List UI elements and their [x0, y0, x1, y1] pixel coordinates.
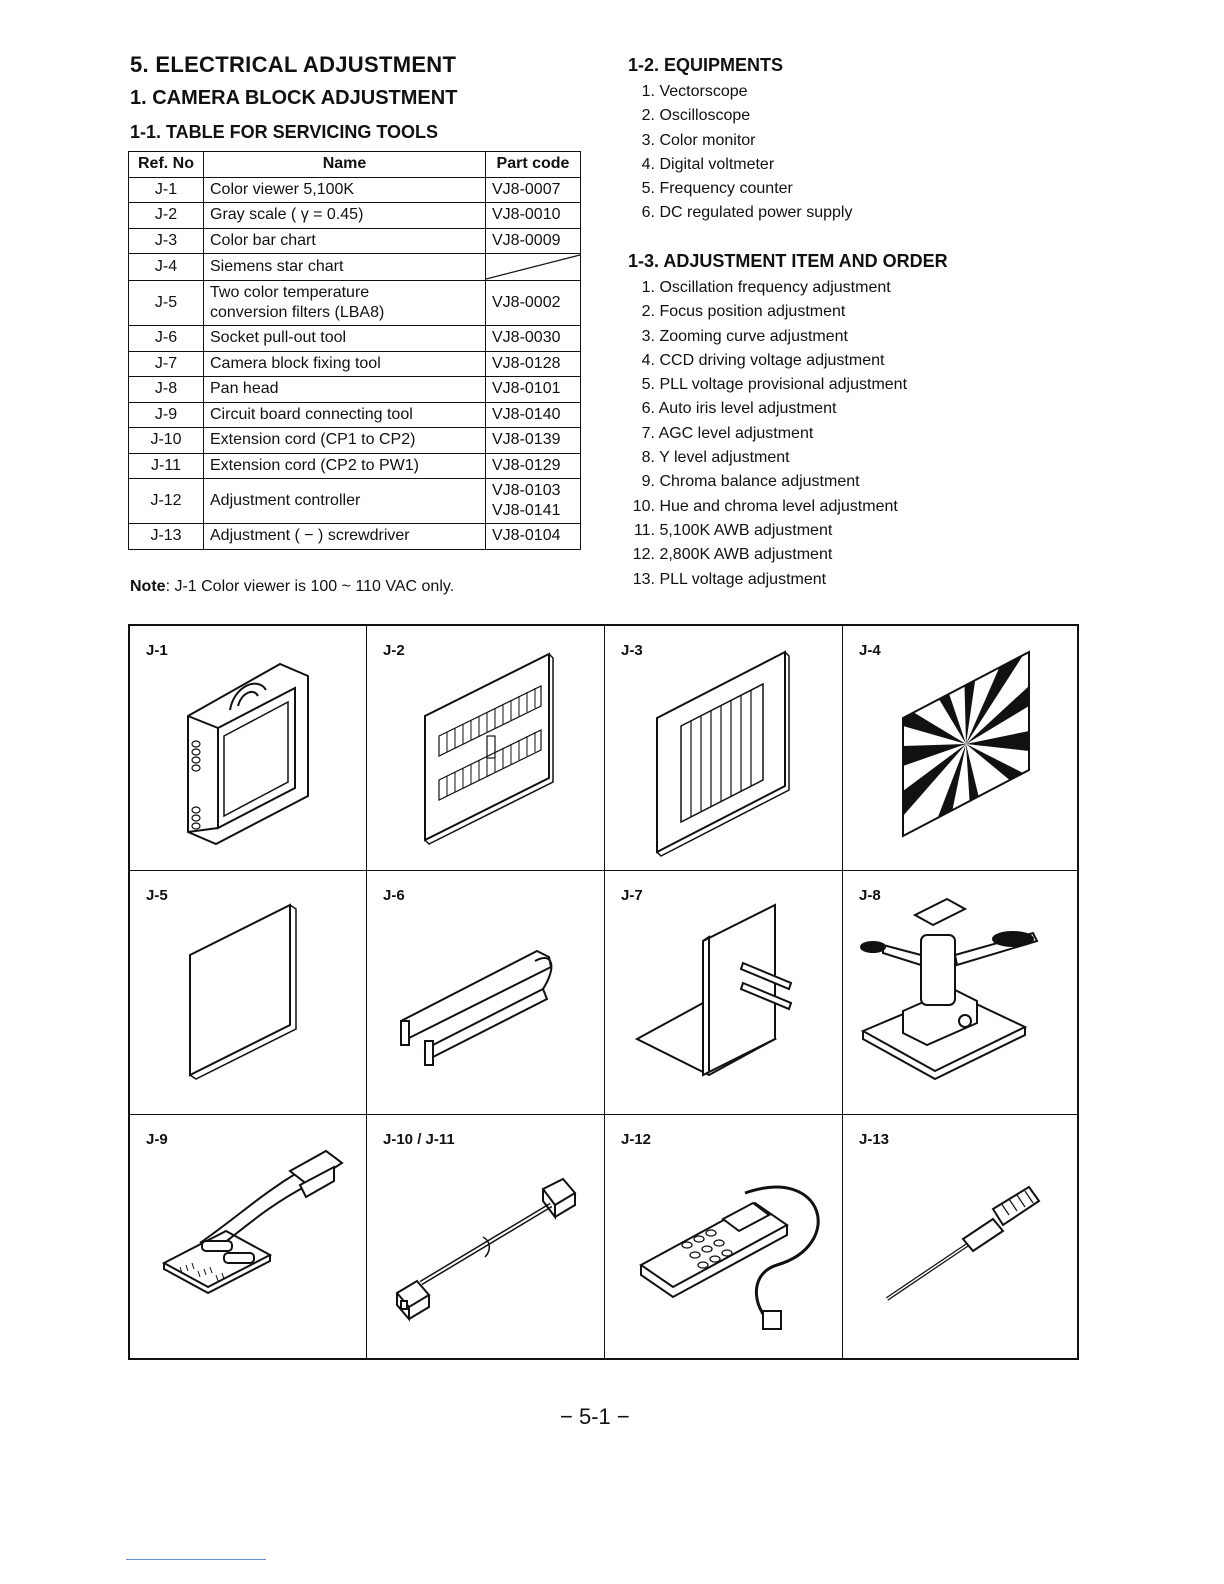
table-row	[129, 326, 581, 352]
list-item: 5. Frequency counter	[641, 180, 793, 198]
list-item: 4. CCD driving voltage adjustment	[641, 351, 885, 369]
code-cell: VJ8-0030	[486, 326, 581, 352]
figure-cell-j13	[843, 1115, 1077, 1358]
ref-cell: J-7	[129, 351, 204, 377]
code-cell: VJ8-0104	[486, 524, 581, 550]
header-ref: Ref. No	[129, 152, 204, 178]
note-label: Note	[130, 578, 166, 595]
table-row	[129, 351, 581, 377]
ref-cell: J-3	[129, 228, 204, 254]
equipments-title: 1-2. EQUIPMENTS	[628, 55, 784, 75]
name-cell: Socket pull-out tool	[204, 326, 486, 352]
figure-cell-j3	[605, 626, 843, 871]
servicing-tools-table	[128, 151, 581, 550]
circuit-board-connecting-tool-icon	[130, 1115, 367, 1358]
header-name: Name	[204, 152, 486, 178]
name-cell: Pan head	[204, 377, 486, 403]
figure-cell-j12	[605, 1115, 843, 1358]
figure-cell-j4	[843, 626, 1077, 871]
name-cell: Circuit board connecting tool	[204, 402, 486, 428]
list-item: 9. Chroma balance adjustment	[641, 473, 860, 491]
figure-cell-j9	[130, 1115, 367, 1358]
name-cell: Color viewer 5,100K	[204, 177, 486, 203]
list-item: 3. Color monitor	[641, 131, 756, 149]
name-cell: Extension cord (CP1 to CP2)	[204, 428, 486, 454]
table-row	[129, 453, 581, 479]
code-line: VJ8-0103	[492, 482, 561, 499]
figure-cell-j7	[605, 871, 843, 1115]
code-cell: VJ8-0139	[486, 428, 581, 454]
section-title: 5. ELECTRICAL ADJUSTMENT	[130, 52, 457, 77]
ref-cell: J-4	[129, 254, 204, 281]
table-row	[129, 428, 581, 454]
code-cell	[486, 479, 581, 524]
diagonal-strike-icon	[486, 254, 580, 280]
code-cell-empty	[486, 254, 581, 281]
table-row	[129, 254, 581, 281]
code-cell: VJ8-0002	[486, 281, 581, 326]
ref-cell: J-1	[129, 177, 204, 203]
table-row	[129, 177, 581, 203]
name-line: conversion filters (LBA8)	[210, 304, 385, 321]
gray-scale-chart-icon	[367, 626, 605, 871]
code-line: VJ8-0141	[492, 502, 561, 519]
code-cell: VJ8-0129	[486, 453, 581, 479]
socket-pull-out-tool-icon	[367, 871, 605, 1115]
figure-label: J-13	[859, 1131, 890, 1148]
code-cell: VJ8-0128	[486, 351, 581, 377]
extension-cord-icon	[367, 1115, 605, 1358]
adjustment-controller-icon	[605, 1115, 843, 1358]
figure-label: J-7	[621, 887, 643, 904]
figure-cell-j8	[843, 871, 1077, 1115]
figure-label: J-4	[859, 642, 881, 659]
page-number: − 5-1 −	[560, 1404, 630, 1429]
list-item: 1. Vectorscope	[641, 83, 748, 100]
table-row	[129, 524, 581, 550]
figure-label: J-3	[621, 642, 643, 659]
ref-cell: J-10	[129, 428, 204, 454]
equipments-list	[632, 80, 852, 226]
list-item: 5. PLL voltage provisional adjustment	[641, 376, 908, 394]
name-cell: Gray scale ( γ = 0.45)	[204, 203, 486, 229]
figure-label: J-10 / J-11	[383, 1131, 455, 1148]
name-cell: Adjustment controller	[204, 479, 486, 524]
ref-cell: J-13	[129, 524, 204, 550]
color-bar-chart-icon	[605, 626, 843, 871]
ref-cell: J-2	[129, 203, 204, 229]
name-cell	[204, 281, 486, 326]
figure-cell-j2	[367, 626, 605, 871]
ref-cell: J-9	[129, 402, 204, 428]
table-header-row	[129, 152, 581, 178]
header-code: Part code	[486, 152, 581, 178]
table-row	[129, 281, 581, 326]
list-item: 2. Oscilloscope	[641, 107, 751, 125]
list-item: 2. Focus position adjustment	[641, 303, 846, 321]
ref-cell: J-8	[129, 377, 204, 403]
figure-cell-j6	[367, 871, 605, 1115]
figure-cell-j5	[130, 871, 367, 1115]
ref-cell: J-12	[129, 479, 204, 524]
code-cell: VJ8-0140	[486, 402, 581, 428]
figure-label: J-2	[383, 642, 405, 659]
table-row	[129, 377, 581, 403]
figure-label: J-12	[621, 1131, 652, 1148]
list-item: 11. 5,100K AWB adjustment	[633, 521, 833, 539]
pan-head-icon	[843, 871, 1077, 1115]
ref-cell: J-6	[129, 326, 204, 352]
block-title: 1. CAMERA BLOCK ADJUSTMENT	[130, 87, 458, 109]
list-item: 6. Auto iris level adjustment	[641, 400, 837, 418]
table-row	[129, 402, 581, 428]
adjustment-order-list	[632, 276, 907, 592]
figure-label: J-8	[859, 887, 881, 904]
code-cell: VJ8-0010	[486, 203, 581, 229]
camera-block-fixing-tool-icon	[605, 871, 843, 1115]
tool-illustration-grid	[128, 624, 1079, 1360]
list-item: 8. Y level adjustment	[641, 449, 790, 467]
siemens-star-chart-icon	[843, 626, 1077, 871]
list-item: 3. Zooming curve adjustment	[641, 327, 848, 345]
table-row	[129, 203, 581, 229]
name-line: Two color temperature	[210, 284, 370, 301]
figure-label: J-1	[146, 642, 168, 659]
table-row	[129, 479, 581, 524]
name-cell: Siemens star chart	[204, 254, 486, 281]
figure-cell-j1	[130, 626, 367, 871]
figure-label: J-9	[146, 1131, 168, 1148]
name-cell: Adjustment ( − ) screwdriver	[204, 524, 486, 550]
list-item: 10. Hue and chroma level adjustment	[632, 497, 898, 515]
ref-cell: J-5	[129, 281, 204, 326]
figure-cell-j10-j11	[367, 1115, 605, 1358]
table-row	[129, 228, 581, 254]
footer-rule	[126, 1559, 266, 1560]
table-title: 1-1. TABLE FOR SERVICING TOOLS	[130, 122, 439, 142]
figure-label: J-6	[383, 887, 405, 904]
color-viewer-icon	[130, 626, 367, 871]
list-item: 13. PLL voltage adjustment	[632, 570, 827, 588]
conversion-filter-icon	[130, 871, 367, 1115]
ref-cell: J-11	[129, 453, 204, 479]
list-item: 7. AGC level adjustment	[641, 424, 814, 442]
list-item: 6. DC regulated power supply	[641, 204, 853, 222]
name-cell: Extension cord (CP2 to PW1)	[204, 453, 486, 479]
table-note	[130, 578, 454, 596]
name-cell: Color bar chart	[204, 228, 486, 254]
list-item: 12. 2,800K AWB adjustment	[632, 546, 833, 564]
list-item: 1. Oscillation frequency adjustment	[641, 279, 891, 296]
note-text: : J-1 Color viewer is 100 ~ 110 VAC only.	[165, 578, 455, 595]
screwdriver-icon	[843, 1115, 1077, 1358]
name-cell: Camera block fixing tool	[204, 351, 486, 377]
order-title: 1-3. ADJUSTMENT ITEM AND ORDER	[628, 251, 948, 271]
code-cell: VJ8-0009	[486, 228, 581, 254]
code-cell: VJ8-0007	[486, 177, 581, 203]
list-item: 4. Digital voltmeter	[641, 155, 775, 173]
figure-label: J-5	[146, 887, 168, 904]
code-cell: VJ8-0101	[486, 377, 581, 403]
